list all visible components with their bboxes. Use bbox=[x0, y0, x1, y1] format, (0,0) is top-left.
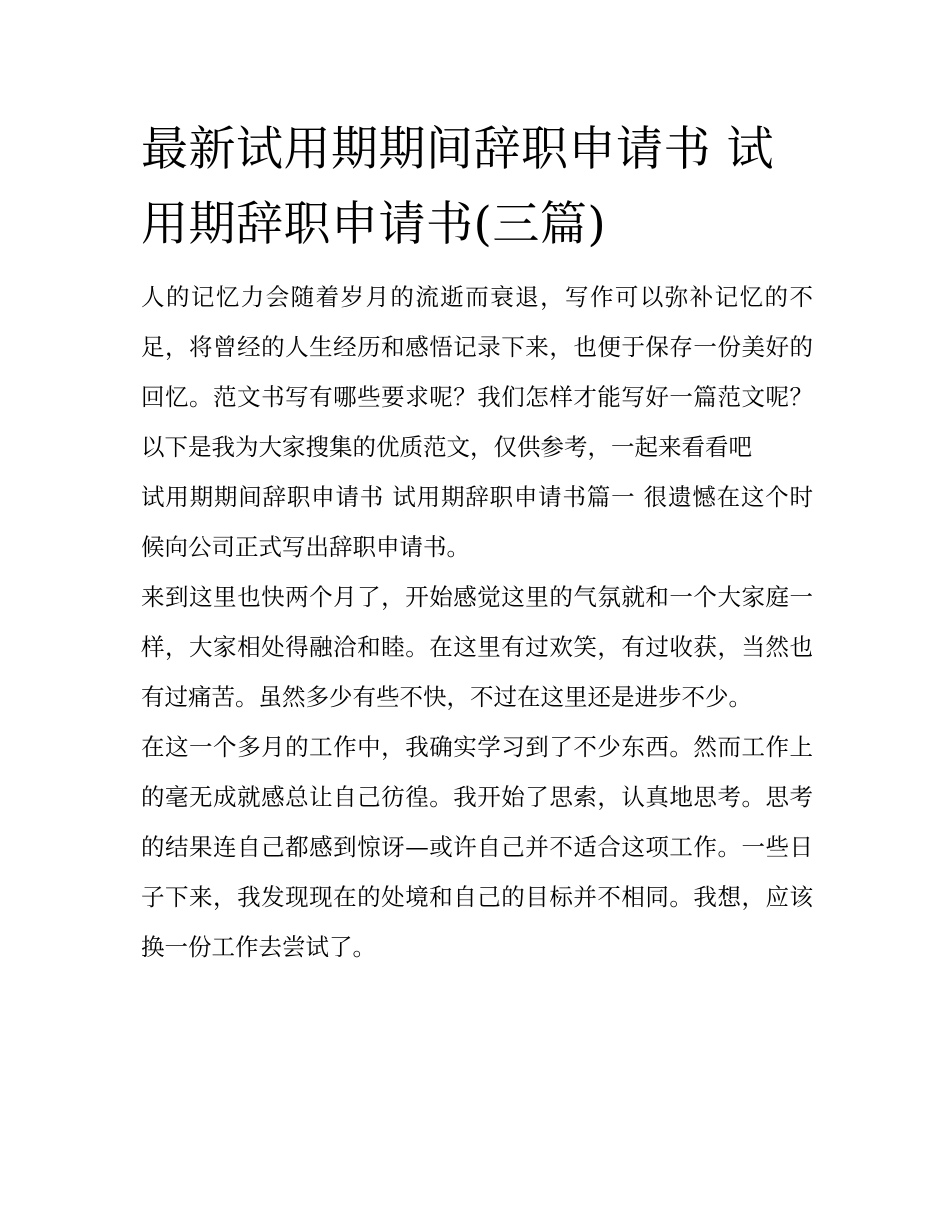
paragraph-1: 试用期期间辞职申请书 试用期辞职申请书篇一 很遗憾在这个时候向公司正式写出辞职申请书。 bbox=[141, 483, 813, 561]
document-page bbox=[141, 112, 813, 972]
paragraph-2: 来到这里也快两个月了，开始感觉这里的气氛就和一个大家庭一样，大家相处得融洽和睦。在这里有过欢笑，有过收获，当然也有过痛苦。虽然多少有些不快，不过在这里还是进步不少。 bbox=[141, 583, 813, 711]
paragraph-intro: 人的记忆力会随着岁月的流逝而衰退，写作可以弥补记忆的不足，将曾经的人生经历和感悟记录下来，也便于保存一份美好的回忆。范文书写有哪些要求呢？我们怎样才能写好一篇范文呢？以下是我为大家搜集的优质范文，仅供参考，一起来看看吧 bbox=[141, 283, 813, 461]
paragraph-3: 在这一个多月的工作中，我确实学习到了不少东西。然而工作上的毫无成就感总让自己彷徨。我开始了思索，认真地思考。思考的结果连自己都感到惊讶—或许自己并不适合这项工作。一些日子下来，我发现现在的处境和自己的目标并不相同。我想，应该换一份工作去尝试了。 bbox=[141, 733, 813, 961]
document-title: 最新试用期期间辞职申请书 试用期辞职申请书(三篇) bbox=[141, 122, 774, 252]
